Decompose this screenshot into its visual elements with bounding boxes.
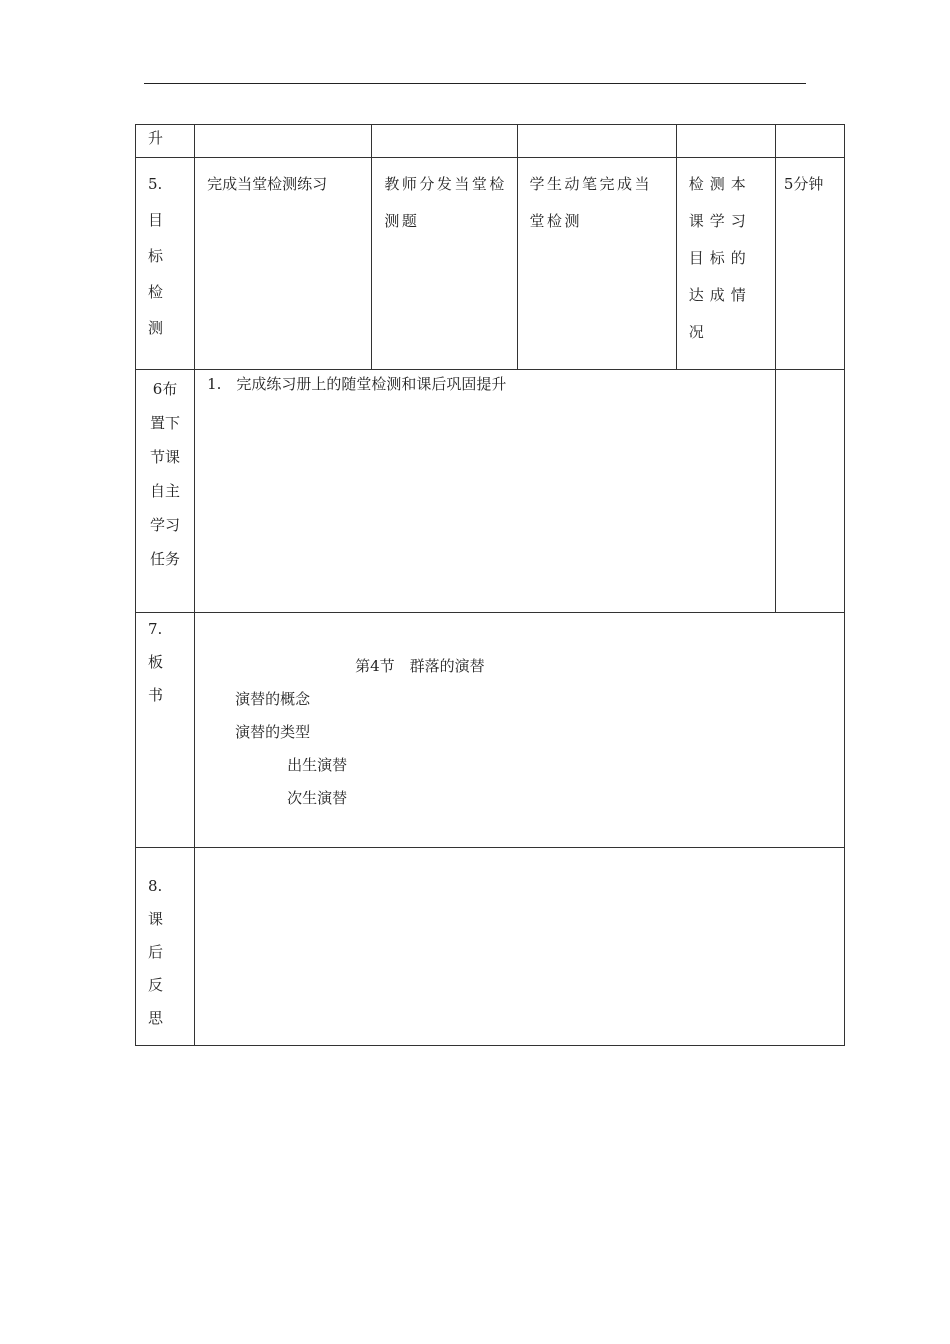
stage-line: 7.: [148, 620, 163, 638]
student-activity: 学生动笔完成当堂检测: [529, 175, 653, 230]
stage-line: 节课: [150, 448, 181, 466]
stage-cell: [136, 125, 195, 158]
stage-line: 5.: [148, 175, 163, 193]
homework-cell: [195, 370, 776, 613]
stage-line: 6布: [152, 380, 178, 398]
stage-line: 测: [148, 319, 164, 337]
blackboard-item: 演替的概念: [235, 690, 311, 708]
header-rule: [144, 83, 806, 84]
student-activity-cell: [517, 158, 676, 370]
table-row: [136, 125, 845, 158]
stage-line: 课: [148, 910, 164, 928]
teacher-activity: 教师分发当堂检测题: [384, 175, 507, 230]
empty-cell: [775, 370, 844, 613]
lesson-plan-table: [135, 124, 845, 1046]
table-row: [136, 158, 845, 370]
reflection-cell: [195, 848, 845, 1046]
stage-cell: [136, 158, 195, 370]
teacher-activity-cell: [372, 158, 517, 370]
empty-cell: [775, 125, 844, 158]
blackboard-title: 第4节 群落的演替: [355, 657, 485, 675]
stage-cell: [136, 613, 195, 848]
homework-item: 1. 完成练习册上的随堂检测和课后巩固提升: [207, 375, 507, 393]
stage-line: 思: [148, 1009, 164, 1027]
time-cell: [775, 158, 844, 370]
stage-line: 后: [148, 943, 164, 961]
stage-line: 标: [148, 247, 164, 265]
stage-line: 任务: [150, 550, 181, 568]
stage-label: 升: [148, 129, 164, 147]
stage-line: 置下: [150, 414, 181, 432]
stage-line: 自主: [150, 482, 181, 500]
stage-line: 学习: [150, 516, 181, 534]
stage-line: 8.: [148, 877, 163, 895]
empty-cell: [517, 125, 676, 158]
activity-content: 完成当堂检测练习: [207, 175, 328, 193]
table-row: [136, 370, 845, 613]
empty-cell: [372, 125, 517, 158]
design-purpose-cell: [676, 158, 775, 370]
empty-cell: [676, 125, 775, 158]
stage-line: 书: [148, 686, 164, 704]
stage-line: 目: [148, 211, 164, 229]
blackboard-cell: [195, 613, 845, 848]
empty-cell: [195, 125, 372, 158]
stage-cell: [136, 370, 195, 613]
design-purpose: 检测本课学习目标的达成情况: [688, 175, 752, 341]
table-row: [136, 613, 845, 848]
stage-line: 反: [148, 976, 164, 994]
stage-line: 板: [148, 653, 164, 671]
blackboard-item: 演替的类型: [235, 723, 311, 741]
time-allocation: 5分钟: [783, 175, 824, 193]
blackboard-subitem: 出生演替: [287, 756, 348, 774]
stage-line: 检: [148, 283, 164, 301]
stage-cell: [136, 848, 195, 1046]
content-cell: [195, 158, 372, 370]
table-row: [136, 848, 845, 1046]
blackboard-subitem: 次生演替: [287, 789, 348, 807]
